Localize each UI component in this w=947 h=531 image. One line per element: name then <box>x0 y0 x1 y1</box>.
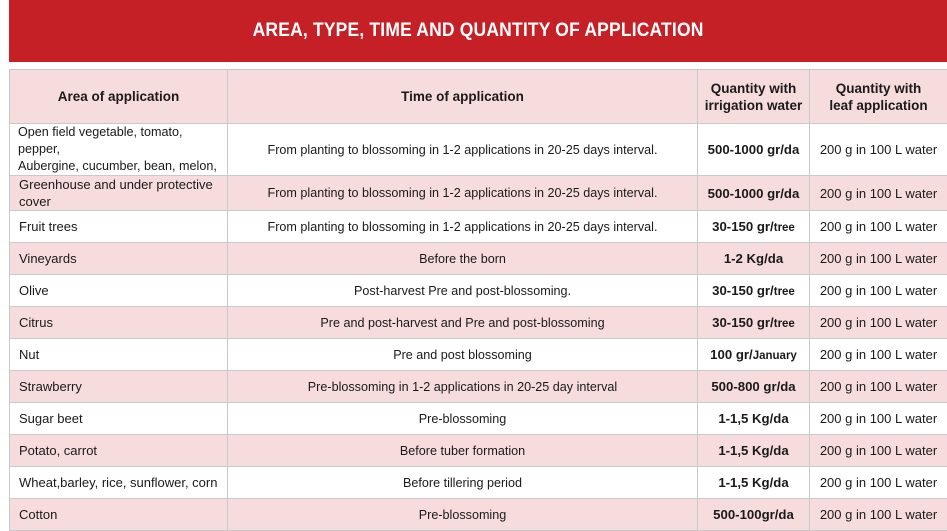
leaf-quantity-cell: 200 g in 100 L water <box>810 124 947 176</box>
time-cell: Before the born <box>228 243 698 275</box>
irrigation-quantity-cell: 500-100gr/da <box>698 499 810 531</box>
time-cell: Pre and post blossoming <box>228 339 698 371</box>
application-table <box>9 69 947 531</box>
leaf-quantity-cell: 200 g in 100 L water <box>810 275 947 307</box>
area-cell: Citrus <box>10 307 228 339</box>
leaf-quantity-cell: 200 g in 100 L water <box>810 243 947 275</box>
leaf-quantity-cell: 200 g in 100 L water <box>810 499 947 531</box>
area-cell: Olive <box>10 275 228 307</box>
area-cell: Nut <box>10 339 228 371</box>
area-cell: Wheat,barley, rice, sunflower, corn <box>10 467 228 499</box>
irrigation-quantity-cell: 30-150 gr/tree <box>698 211 810 243</box>
irrigation-quantity-cell: 30-150 gr/tree <box>698 307 810 339</box>
time-cell: Pre-blossoming <box>228 499 698 531</box>
area-cell: Vineyards <box>10 243 228 275</box>
time-cell: Pre-blossoming <box>228 403 698 435</box>
time-cell: Before tillering period <box>228 467 698 499</box>
irrigation-quantity-cell: 1-1,5 Kg/da <box>698 403 810 435</box>
time-cell: Post-harvest Pre and post-blossoming. <box>228 275 698 307</box>
table-row <box>10 275 947 307</box>
leaf-quantity-cell: 200 g in 100 L water <box>810 371 947 403</box>
table-row <box>10 243 947 275</box>
area-cell: Fruit trees <box>10 211 228 243</box>
table-row <box>10 371 947 403</box>
irrigation-quantity-cell: 1-1,5 Kg/da <box>698 435 810 467</box>
irrigation-quantity-cell: 500-800 gr/da <box>698 371 810 403</box>
header-irrigation-quantity: Quantity with irrigation water <box>698 70 810 124</box>
irrigation-quantity-cell: 30-150 gr/tree <box>698 275 810 307</box>
leaf-quantity-cell: 200 g in 100 L water <box>810 403 947 435</box>
time-cell: Pre and post-harvest and Pre and post-blossoming <box>228 307 698 339</box>
area-cell: Sugar beet <box>10 403 228 435</box>
table-row <box>10 435 947 467</box>
leaf-quantity-cell: 200 g in 100 L water <box>810 176 947 211</box>
table-row <box>10 339 947 371</box>
leaf-quantity-cell: 200 g in 100 L water <box>810 467 947 499</box>
area-cell: Cotton <box>10 499 228 531</box>
time-cell: Before tuber formation <box>228 435 698 467</box>
leaf-quantity-cell: 200 g in 100 L water <box>810 211 947 243</box>
table-row <box>10 176 947 211</box>
time-cell: From planting to blossoming in 1-2 applications in 20-25 days interval. <box>228 211 698 243</box>
area-cell: Strawberry <box>10 371 228 403</box>
table-header-row <box>10 70 947 124</box>
area-cell: Greenhouse and under protective cover <box>10 176 228 211</box>
header-time: Time of application <box>228 70 698 124</box>
header-area: Area of application <box>10 70 228 124</box>
time-cell: From planting to blossoming in 1-2 applications in 20-25 days interval. <box>228 176 698 211</box>
time-cell: From planting to blossoming in 1-2 applications in 20-25 days interval. <box>228 124 698 176</box>
area-cell: Potato, carrot <box>10 435 228 467</box>
leaf-quantity-cell: 200 g in 100 L water <box>810 307 947 339</box>
header-leaf-quantity: Quantity with leaf application <box>810 70 947 124</box>
irrigation-quantity-cell: 1-1,5 Kg/da <box>698 467 810 499</box>
table-row <box>10 403 947 435</box>
irrigation-quantity-cell: 500-1000 gr/da <box>698 124 810 176</box>
table-row <box>10 467 947 499</box>
irrigation-quantity-cell: 1-2 Kg/da <box>698 243 810 275</box>
title-banner <box>9 0 947 62</box>
leaf-quantity-cell: 200 g in 100 L water <box>810 339 947 371</box>
time-cell: Pre-blossoming in 1-2 applications in 20-25 day interval <box>228 371 698 403</box>
page-title: AREA, TYPE, TIME AND QUANTITY OF APPLICATION <box>253 20 704 42</box>
table-row <box>10 499 947 531</box>
leaf-quantity-cell: 200 g in 100 L water <box>810 435 947 467</box>
irrigation-quantity-cell: 500-1000 gr/da <box>698 176 810 211</box>
area-cell: Open field vegetable, tomato, pepper, Aubergine, cucumber, bean, melon, <box>10 124 228 176</box>
table-row <box>10 211 947 243</box>
table-row <box>10 307 947 339</box>
table-row <box>10 124 947 176</box>
irrigation-quantity-cell: 100 gr/January <box>698 339 810 371</box>
